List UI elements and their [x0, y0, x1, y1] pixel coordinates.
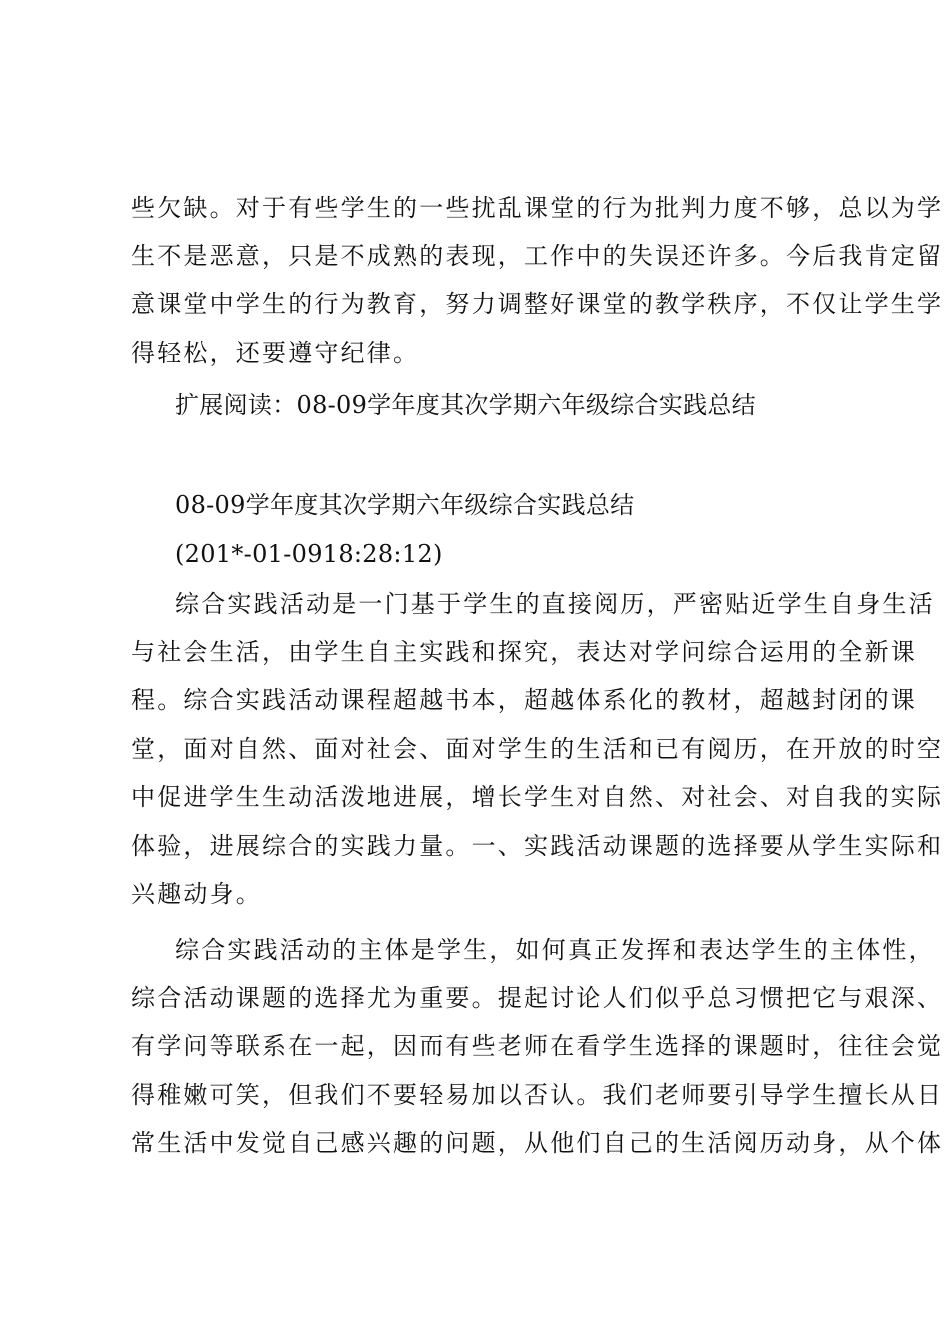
paragraph-line: 些欠缺。对于有些学生的一些扰乱课堂的行为批判力度不够，总以为学: [131, 194, 944, 222]
paragraph-line: 有学问等联系在一起，因而有些老师在看学生选择的课题时，往往会觉: [131, 1032, 944, 1060]
paragraph-line: 综合活动课题的选择尤为重要。提起讨论人们似乎总习惯把它与艰深、: [131, 984, 944, 1012]
paragraph-line: 程。综合实践活动课程超越书本，超越体系化的教材，超越封闭的课: [131, 686, 917, 714]
paragraph-line: 意课堂中学生的行为教育，努力调整好课堂的教学秩序，不仅让学生学: [131, 290, 944, 318]
extended-reading-heading: 扩展阅读：08-09学年度其次学期六年级综合实践总结: [175, 391, 756, 419]
article-title: 08-09学年度其次学期六年级综合实践总结: [175, 491, 635, 519]
article-timestamp: (201*-01-0918:28:12): [175, 540, 443, 568]
paragraph-line: 常生活中发觉自己感兴趣的问题，从他们自己的生活阅历动身，从个体: [131, 1129, 944, 1157]
paragraph-line: 堂，面对自然、面对社会、面对学生的生活和已有阅历，在开放的时空: [131, 735, 944, 763]
paragraph-line: 中促进学生生动活泼地进展，增长学生对自然、对社会、对自我的实际: [131, 783, 944, 811]
paragraph-line: 与社会生活，由学生自主实践和探究，表达对学问综合运用的全新课: [131, 638, 917, 666]
paragraph-line: 体验，进展综合的实践力量。一、实践活动课题的选择要从学生实际和: [131, 832, 944, 860]
paragraph-line: 综合实践活动是一门基于学生的直接阅历，严密贴近学生自身生活: [175, 590, 935, 618]
paragraph-line: 综合实践活动的主体是学生，如何真正发挥和表达学生的主体性，: [175, 936, 935, 964]
paragraph-line: 生不是恶意，只是不成熟的表现，工作中的失误还许多。今后我肯定留: [131, 242, 944, 270]
paragraph-line: 兴趣动身。: [131, 880, 262, 908]
paragraph-line: 得稚嫩可笑，但我们不要轻易加以否认。我们老师要引导学生擅长从日: [131, 1081, 944, 1109]
paragraph-line: 得轻松，还要遵守纪律。: [131, 339, 420, 367]
